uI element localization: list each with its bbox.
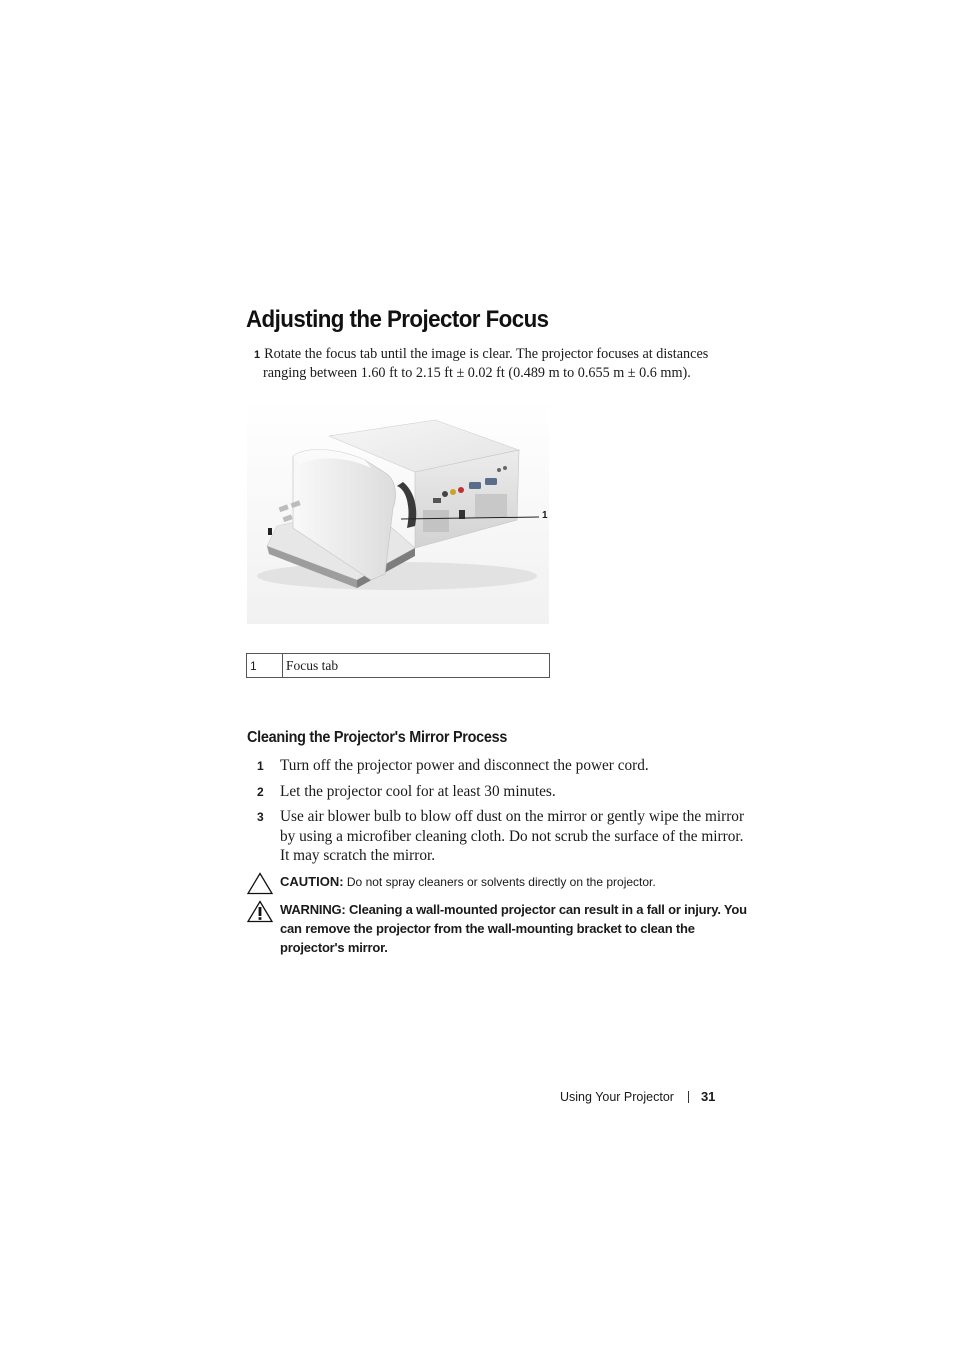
section-heading: Cleaning the Projector's Mirror Process [247, 729, 508, 746]
step-number: 2 [257, 784, 264, 799]
list-item [257, 807, 747, 866]
page-number: 31 [700, 1089, 716, 1104]
page-title: Adjusting the Projector Focus [246, 306, 549, 333]
step-text: Use air blower bulb to blow off dust on the mirror or gently wipe the mirror by using a microfiber cleaning cloth. Do not scrub the surface of the mirror. It may scratch the mirror. [280, 808, 745, 864]
warning-text: WARNING: Cleaning a wall-mounted projector can result in a fall or injury. You can remove the projector from the wall-mounting bracket to clean the projector's mirror. [280, 902, 747, 955]
table-row [247, 654, 550, 678]
projector-illustration [247, 398, 549, 624]
step-text: Turn off the projector power and disconnect the power cord. [280, 757, 649, 774]
step-number: 1 [254, 349, 261, 361]
page-footer [560, 1089, 715, 1104]
step-text-line2: ranging between 1.60 ft to 2.15 ft ± 0.02 ft (0.489 m to 0.655 m ± 0.6 mm). [263, 365, 691, 381]
legend-number: 1 [247, 654, 283, 678]
step-number: 3 [257, 810, 264, 824]
warning-notice [247, 900, 747, 957]
caution-label: CAUTION: [280, 874, 344, 889]
list-item [257, 756, 747, 776]
footer-divider [688, 1091, 689, 1103]
cleaning-steps-list [257, 756, 747, 872]
list-item [257, 782, 747, 802]
warning-triangle-icon [247, 900, 273, 923]
step-number: 1 [257, 759, 264, 773]
figure-callout-number: 1 [542, 510, 548, 521]
caution-notice [247, 872, 747, 892]
legend-label: Focus tab [283, 654, 550, 678]
step-text-line1: Rotate the focus tab until the image is clear. The projector focuses at distances [264, 346, 709, 362]
step-text: Let the projector cool for at least 30 minutes. [280, 782, 556, 800]
caution-text: Do not spray cleaners or solvents directly on the projector. [346, 875, 656, 889]
footer-section-title: Using Your Projector [560, 1090, 674, 1104]
focus-step [254, 345, 744, 382]
legend-table [246, 653, 550, 678]
caution-triangle-icon [247, 872, 273, 895]
